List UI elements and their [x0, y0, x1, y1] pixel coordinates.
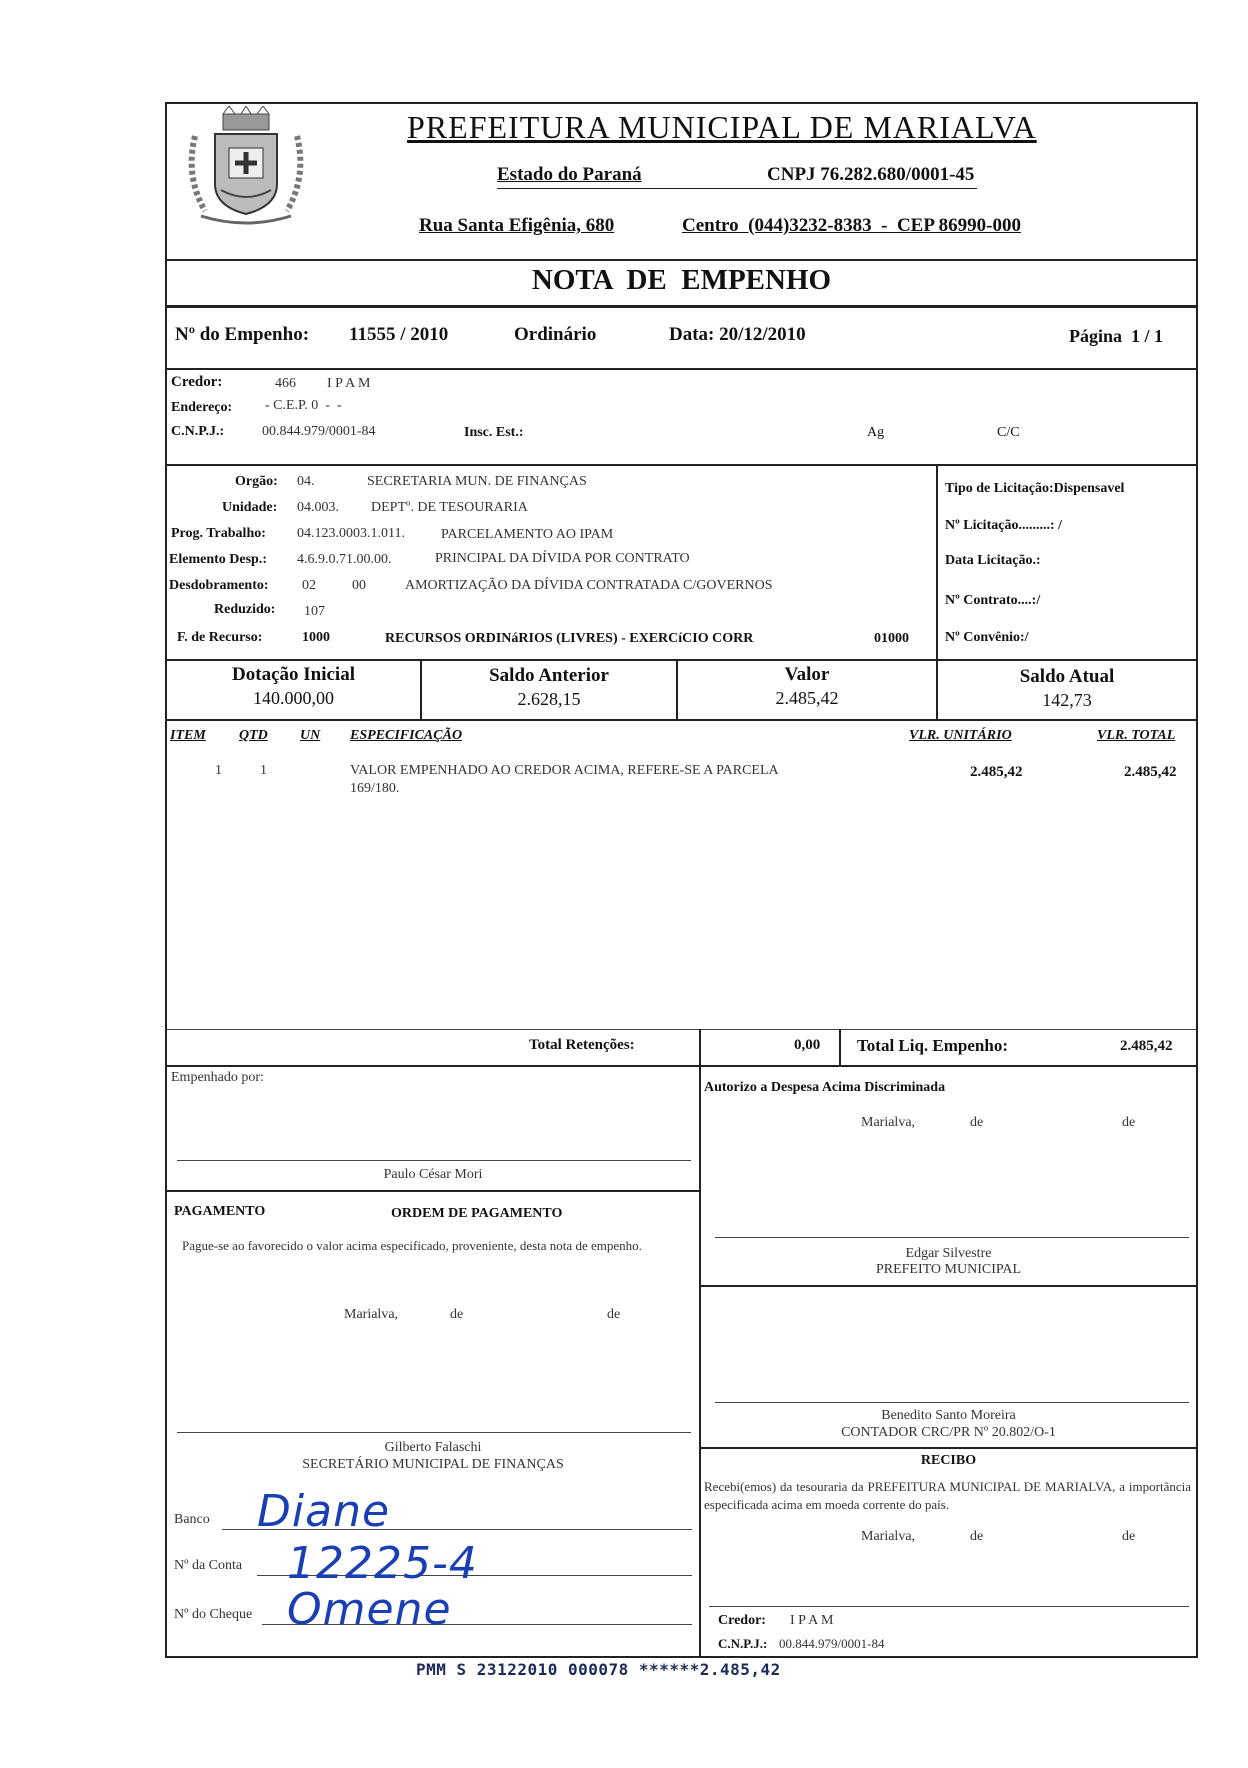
elemento-label: Elemento Desp.: — [169, 552, 267, 567]
data-licitacao: Data Licitação.: — [945, 553, 1041, 568]
banco-handwritten: Diane — [257, 1486, 391, 1537]
pagamento-text: Pague-se ao favorecido o valor acima especificado, proveniente, desta nota de empenho. — [182, 1238, 642, 1253]
row-unit-value: 2.485,42 — [970, 764, 1023, 780]
desdobramento-name: AMORTIZAÇÃO DA DÍVIDA CONTRATADA C/GOVERNOS — [405, 578, 773, 593]
desdobramento-code2: 00 — [352, 578, 366, 593]
desdobramento-label: Desdobramento: — [169, 578, 269, 593]
pagamento-signer-title: SECRETÁRIO MUNICIPAL DE FINANÇAS — [302, 1457, 564, 1472]
empenhado-por-name: Paulo César Mori — [383, 1167, 483, 1182]
recibo-credor-value: I P A M — [790, 1613, 834, 1628]
unidade-label: Unidade: — [222, 500, 278, 515]
empenhado-por-label: Empenhado por: — [171, 1070, 264, 1085]
recurso-label: F. de Recurso: — [177, 630, 263, 645]
recibo-credor-label: Credor: — [718, 1613, 766, 1628]
autorizo-signer: Edgar Silvestre — [905, 1246, 992, 1261]
empenho-label: Nº do Empenho: — [175, 324, 310, 345]
contador-title: CONTADOR CRC/PR Nº 20.802/O-1 — [841, 1425, 1056, 1440]
credor-code: 466 — [275, 376, 296, 391]
orgao-code: 04. — [297, 474, 315, 489]
tipo-licitacao: Tipo de Licitação:Dispensavel — [945, 481, 1125, 496]
cc-label: C/C — [997, 425, 1020, 440]
empenho-type: Ordinário — [514, 324, 597, 345]
prog-code: 04.123.0003.1.011. — [297, 526, 405, 541]
cnpj-text: CNPJ 76.282.680/0001-45 — [767, 164, 975, 185]
unidade-code: 04.003. — [297, 500, 339, 515]
col-vlr-unitario: VLR. UNITÁRIO — [909, 728, 1012, 743]
autorizo-place: Marialva, — [861, 1115, 916, 1130]
nota-de-empenho-form — [165, 102, 1198, 1658]
numero-convenio: Nº Convênio:/ — [945, 630, 1029, 645]
reduzido-value: 107 — [304, 604, 325, 619]
recibo-place: Marialva, — [861, 1529, 916, 1544]
contact-text: Centro (044)3232-8383 - CEP 86990-000 — [682, 215, 1021, 236]
ag-label: Ag — [867, 425, 885, 440]
elemento-code: 4.6.9.0.71.00.00. — [297, 552, 392, 567]
municipal-crest-icon — [181, 106, 311, 230]
autorizo-de2: de — [1122, 1115, 1136, 1130]
recurso-code: 1000 — [302, 630, 330, 645]
total-retencoes-value: 0,00 — [794, 1037, 821, 1053]
orgao-label: Orgão: — [235, 474, 278, 489]
credor-label: Credor: — [171, 374, 223, 390]
total-liquido-value: 2.485,42 — [1120, 1038, 1173, 1054]
recurso-code2: 01000 — [874, 631, 909, 646]
unidade-name: DEPTº. DE TESOURARIA — [371, 500, 528, 515]
pagamento-de1: de — [450, 1307, 464, 1322]
row-total-value: 2.485,42 — [1124, 764, 1177, 780]
prog-label: Prog. Trabalho: — [171, 526, 266, 541]
banco-label: Banco — [174, 1512, 210, 1527]
row-qtd: 1 — [260, 763, 267, 778]
recibo-label: RECIBO — [920, 1453, 977, 1468]
numero-licitacao: Nº Licitação.........: / — [945, 518, 1062, 533]
elemento-name: PRINCIPAL DA DÍVIDA POR CONTRATO — [435, 551, 690, 566]
col-un: UN — [300, 728, 321, 743]
valor-value: 2.485,42 — [775, 688, 839, 708]
pagamento-signer: Gilberto Falaschi — [384, 1440, 482, 1455]
ordem-pagamento-label: ORDEM DE PAGAMENTO — [391, 1206, 563, 1221]
dotacao-inicial-value: 140.000,00 — [253, 688, 334, 708]
conta-label: Nº da Conta — [174, 1558, 243, 1573]
orgao-name: SECRETARIA MUN. DE FINANÇAS — [367, 474, 587, 489]
pagamento-place: Marialva, — [344, 1307, 399, 1322]
row-spec-line1: VALOR EMPENHADO AO CREDOR ACIMA, REFERE-SE A PARCELA — [350, 763, 779, 778]
col-qtd: QTD — [239, 728, 268, 743]
credor-name: I P A M — [327, 376, 371, 391]
col-item: ITEM — [170, 728, 206, 743]
saldo-anterior-label: Saldo Anterior — [489, 665, 609, 686]
document-title: NOTA DE EMPENHO — [531, 264, 832, 296]
saldo-anterior-value: 2.628,15 — [517, 689, 581, 709]
credor-cnpj-label: C.N.P.J.: — [171, 424, 225, 439]
total-liquido-label: Total Liq. Empenho: — [857, 1036, 1008, 1055]
autorizo-de1: de — [970, 1115, 984, 1130]
city-hall-title: PREFEITURA MUNICIPAL DE MARIALVA — [407, 109, 1037, 145]
autorizo-label: Autorizo a Despesa Acima Discriminada — [704, 1080, 946, 1095]
endereco-label: Endereço: — [171, 400, 233, 415]
col-vlr-total: VLR. TOTAL — [1097, 728, 1176, 743]
pagamento-de2: de — [607, 1307, 621, 1322]
recibo-de1: de — [970, 1529, 984, 1544]
state-text: Estado do Paraná — [497, 164, 642, 185]
total-retencoes-label: Total Retenções: — [529, 1037, 635, 1053]
row-spec-line2: 169/180. — [350, 781, 400, 796]
contador-name: Benedito Santo Moreira — [881, 1408, 1016, 1423]
saldo-atual-label: Saldo Atual — [1019, 666, 1115, 687]
reduzido-label: Reduzido: — [214, 602, 276, 617]
endereco-value: - C.E.P. 0 - - — [265, 398, 342, 413]
valor-label: Valor — [784, 664, 830, 685]
conta-handwritten: 12225-4 — [287, 1538, 478, 1589]
recibo-text: Recebi(emos) da tesouraria da PREFEITURA MUNICIPAL DE MARIALVA, a importância especificada acima em moeda corrente do país. — [704, 1479, 1191, 1512]
row-item: 1 — [215, 763, 222, 778]
empenho-date: Data: 20/12/2010 — [669, 324, 806, 345]
pagamento-label: PAGAMENTO — [174, 1204, 266, 1219]
prog-name: PARCELAMENTO AO IPAM — [441, 527, 614, 542]
saldo-atual-value: 142,73 — [1042, 690, 1092, 710]
autorizo-signer-title: PREFEITO MUNICIPAL — [875, 1262, 1022, 1277]
credor-cnpj: 00.844.979/0001-84 — [262, 424, 376, 439]
address-text: Rua Santa Efigênia, 680 — [419, 215, 615, 236]
dotacao-inicial-label: Dotação Inicial — [232, 664, 355, 685]
printer-stamp: PMM S 23122010 000078 ******2.485,42 — [416, 1660, 781, 1679]
cheque-label: Nº do Cheque — [174, 1607, 253, 1622]
empenho-number: 11555 / 2010 — [349, 324, 449, 345]
insc-est-label: Insc. Est.: — [464, 425, 524, 440]
desdobramento-code1: 02 — [302, 578, 316, 593]
recibo-cnpj-value: 00.844.979/0001-84 — [779, 1636, 885, 1651]
recibo-de2: de — [1122, 1529, 1136, 1544]
cheque-handwritten: Omene — [287, 1584, 452, 1635]
col-especificacao: ESPECIFICAÇÃO — [350, 728, 463, 743]
page-number: Página 1 / 1 — [1069, 326, 1164, 346]
recurso-name: RECURSOS ORDINáRIOS (LIVRES) - EXERCíCIO CORR — [385, 631, 754, 646]
recibo-cnpj-label: C.N.P.J.: — [718, 1636, 768, 1651]
numero-contrato: Nº Contrato....:/ — [945, 593, 1041, 608]
